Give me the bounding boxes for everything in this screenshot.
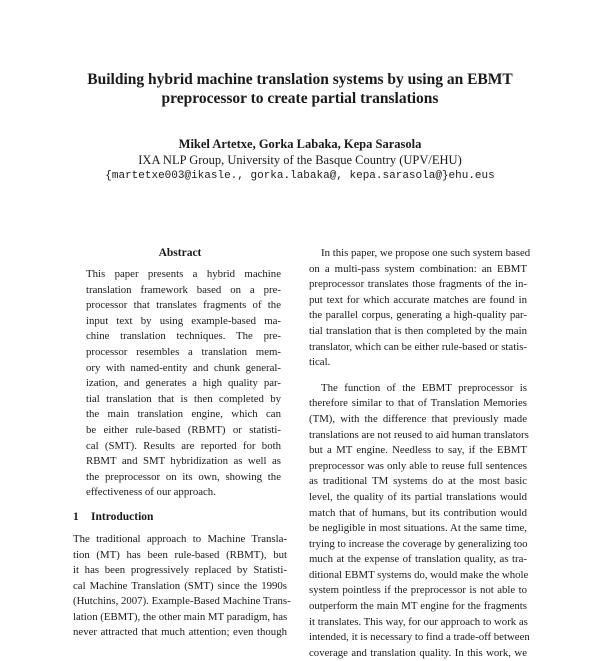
text-line: never attracted that much attention; even though bbox=[73, 626, 287, 639]
author-names: Mikel Artetxe, Gorka Labaka, Kepa Sarasola bbox=[178, 137, 422, 151]
text-line: In this paper, we propose one such system based bbox=[321, 247, 531, 259]
text-line: tial translation that is then completed by bbox=[86, 392, 281, 405]
text-line: preprocessor was only able to reuse full sentences bbox=[309, 459, 527, 472]
abstract-heading: Abstract bbox=[158, 247, 202, 259]
text-line: the main translation engine, which can bbox=[86, 408, 281, 421]
text-line: therefore similar to that of Translation Memories bbox=[309, 397, 527, 410]
text-line: ory with named-entity and chunk general- bbox=[86, 361, 281, 374]
text-line: put text for which accurate matches are found in bbox=[309, 293, 527, 306]
text-line: be either rule-based (RBMT) or statisti- bbox=[86, 423, 281, 436]
text-line: tial translation that is then completed by the main bbox=[309, 324, 527, 337]
text-line: This paper presents a hybrid machine bbox=[86, 268, 281, 280]
section-heading bbox=[73, 510, 287, 525]
affiliation: IXA NLP Group, University of the Basque Country (UPV/EHU) bbox=[138, 153, 462, 167]
text-line: cal (SMT). Results are reported for both bbox=[86, 439, 281, 452]
text-line: intended, it is necessary to find a trade-off between bbox=[309, 631, 530, 644]
text-line: trying to increase the coverage by generalizing too bbox=[309, 537, 528, 550]
text-line: coverage and translation quality. In this work, we bbox=[309, 646, 527, 659]
text-line: lation (EBMT), the other main MT paradigm, has bbox=[73, 610, 288, 623]
text-line: system pointless if the preprocessor is not able to bbox=[309, 584, 527, 597]
text-line: it has been progressively replaced by Statisti- bbox=[73, 564, 287, 577]
title-line: Building hybrid machine translation systems by using an EBMT bbox=[87, 71, 513, 88]
text-line: level, the quality of its partial translations would bbox=[309, 490, 527, 503]
text-line: tical. bbox=[309, 356, 331, 369]
text-line: (TM), with the difference that previously made bbox=[309, 412, 527, 425]
abstract-text bbox=[73, 267, 287, 501]
text-line: processor that translates fragments of the bbox=[86, 299, 281, 312]
text-line: RBMT and SMT hybridization as well as bbox=[86, 455, 281, 468]
text-line: translator, which can be either rule-based or statis- bbox=[309, 340, 527, 353]
text-line: ization, and generates a high quality par- bbox=[86, 377, 281, 390]
text-line: the preprocessor on its own, showing the bbox=[86, 470, 281, 483]
text-line: preprocessor translates those fragments of the in- bbox=[309, 278, 527, 291]
paper-title bbox=[60, 70, 540, 108]
text-line: translations are not reused to aid human translators bbox=[309, 428, 529, 441]
text-line: tion (MT) has been rule-based (RBMT), but bbox=[73, 548, 287, 561]
section-number: 1 bbox=[73, 510, 79, 523]
text-line: processor resembles a translation mem- bbox=[86, 345, 281, 358]
text-line: (Hutchins, 2007). Example-Based Machine Trans- bbox=[73, 595, 291, 608]
author-emails: {martetxe003@ikasle., gorka.labaka@, kepa.sarasola@}ehu.eus bbox=[105, 170, 495, 182]
right-column bbox=[309, 246, 531, 661]
introduction-text bbox=[73, 532, 291, 641]
text-line: be negligible in most situations. At the same time, bbox=[309, 522, 527, 535]
text-line: The traditional approach to Machine Transla- bbox=[73, 532, 287, 545]
text-line: match that of humans, but its contribution would bbox=[309, 506, 527, 519]
text-line: the parallel corpus, generating a high-quality par- bbox=[309, 309, 527, 322]
text-line: but a MT engine. Needless to say, if the EBMT bbox=[309, 444, 527, 457]
section-title: Introduction bbox=[91, 510, 154, 523]
text-line: much at the expense of translation quality, as tra- bbox=[309, 553, 527, 566]
text-line: it translates. This way, for our approach to work as bbox=[309, 615, 528, 628]
text-line: chine translation techniques. The pre- bbox=[86, 330, 281, 343]
paragraph-1 bbox=[309, 246, 531, 371]
text-line: input text by using example-based ma- bbox=[86, 314, 281, 327]
text-line: outperform the main MT engine for the fragments bbox=[309, 600, 527, 613]
text-line: as traditional TM systems do at the most basic bbox=[309, 475, 527, 488]
title-line: preprocessor to create partial translations bbox=[161, 90, 439, 107]
author-block bbox=[40, 136, 560, 184]
text-line: on a multi-pass system combination: an EBMT bbox=[309, 262, 527, 275]
text-line: cal Machine Translation (SMT) since the 1990s bbox=[73, 579, 287, 592]
text-line: effectiveness of our approach. bbox=[86, 486, 216, 499]
paragraph-2 bbox=[309, 381, 530, 661]
text-line: The function of the EBMT preprocessor is bbox=[321, 381, 527, 394]
text-line: ditional EBMT systems do, would make the whole bbox=[309, 568, 529, 581]
text-line: translation framework based on a pre- bbox=[86, 283, 281, 296]
left-column bbox=[73, 246, 291, 641]
